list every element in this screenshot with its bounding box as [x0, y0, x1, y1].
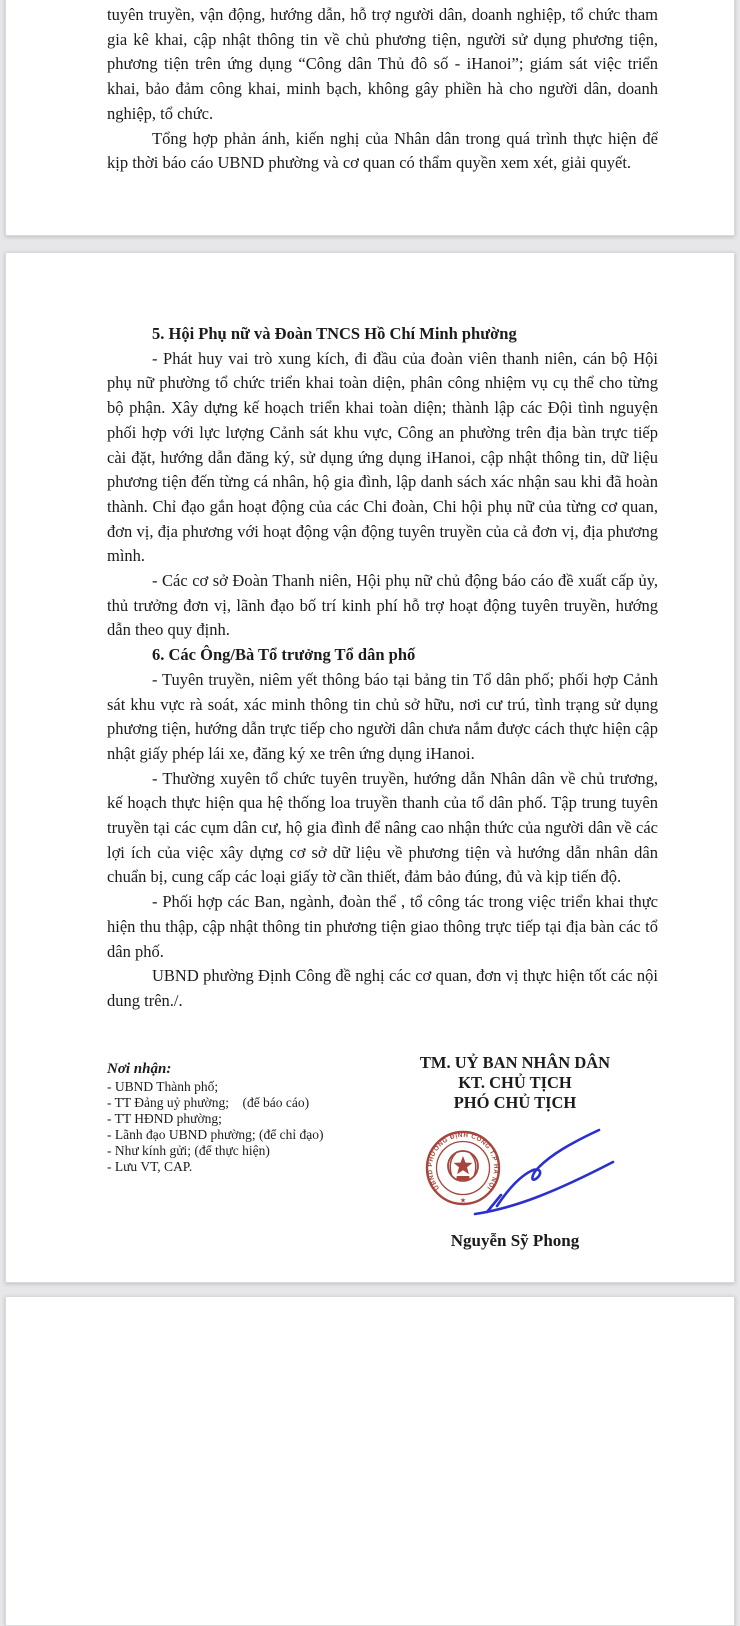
signature-block — [399, 1053, 631, 1251]
document-page-3 — [5, 1296, 735, 1626]
recipients-block — [107, 1061, 407, 1175]
recipients-title: Nơi nhận: — [107, 1061, 172, 1077]
signature-authority-line: TM. UỶ BAN NHÂN DÂN — [419, 1053, 611, 1072]
paragraph: - Thường xuyên tổ chức tuyên truyền, hướng dẫn Nhân dân về chủ trương, kế hoạch thực hiện qua hệ thống loa truyền thanh của tổ dân phố. Tập trung tuyên truyền tại các cụm dân cư, hộ gia đình để nâng cao nhận thức của người dân về các lợi ích của việc xây dựng cơ sở dữ liệu về phương tiện và hướng dẫn nhân dân chuẩn bị, cung cấp các loại giấy tờ cần thiết, đảm bảo đúng, đủ và kịp tiến độ. — [107, 768, 658, 887]
signature-authority-line: PHÓ CHỦ TỊCH — [453, 1093, 577, 1112]
paragraph: - Phát huy vai trò xung kích, đi đầu của đoàn viên thanh niên, cán bộ Hội phụ nữ phường tổ chức triển khai toàn diện, phân công nhiệm vụ cụ thể cho từng bộ phận. Xây dựng kế hoạch triển khai toàn diện; thành lập các Đội tình nguyện phối hợp với lực lượng Cảnh sát khu vực, Công an phường trên địa bàn trực tiếp cài đặt, hướng dẫn đăng ký, sử dụng ứng dụng iHanoi, cập nhật thông tin, dữ liệu phương tiện đến từng cá nhân, hộ gia đình, lập danh sách xác nhận sau khi đã hoàn thành. Chỉ đạo gắn hoạt động của các Chi đoàn, Chi hội phụ nữ của từng cơ quan, đơn vị, địa phương với hoạt động vận động tuyên truyền của cả đơn vị, địa phương mình. — [107, 348, 658, 566]
document-footer — [107, 1053, 658, 1281]
paragraph: tuyên truyền, vận động, hướng dẫn, hỗ trợ người dân, doanh nghiệp, tổ chức tham gia kê khai, cập nhật thông tin về chủ phương tiện, người sử dụng phương tiện, phương tiện trên ứng dụng “Công dân Thủ đô số - iHanoi”; giám sát việc triển khai, bảo đảm công khai, minh bạch, không gây phiền hà cho người dân, doanh nghiệp, tổ chức. — [107, 5, 658, 123]
closing-paragraph: UBND phường Định Công đề nghị các cơ quan, đơn vị thực hiện tốt các nội dung trên./. — [107, 966, 658, 1010]
section-heading-5: 5. Hội Phụ nữ và Đoàn TNCS Hồ Chí Minh phường — [152, 324, 517, 343]
document-page-2 — [5, 252, 735, 1283]
recipient-item: - TT HĐND phường; — [107, 1111, 222, 1126]
paragraph: - Các cơ sở Đoàn Thanh niên, Hội phụ nữ chủ động báo cáo đề xuất cấp ủy, thủ trưởng đơn vị, lãnh đạo bố trí kinh phí hỗ trợ hoạt động tuyên truyền, hướng dẫn theo quy định. — [107, 571, 658, 640]
svg-text:UBND PHƯỜNG ĐỊNH CÔNG T.P HÀ N: UBND PHƯỜNG ĐỊNH CÔNG T.P HÀ NỘI — [426, 1131, 500, 1192]
official-seal-icon — [399, 1116, 631, 1220]
recipient-item: - UBND Thành phố; — [107, 1079, 219, 1094]
section-heading-6: 6. Các Ông/Bà Tổ trưởng Tổ dân phố — [152, 645, 416, 665]
recipient-item: - Như kính gửi; (để thực hiện) — [107, 1143, 270, 1158]
paragraph: - Tuyên truyền, niêm yết thông báo tại bảng tin Tổ dân phố; phối hợp Cảnh sát khu vực rà soát, xác minh thông tin chủ sở hữu, nơi cư trú, tình trạng sử dụng phương tiện, hướng dẫn trực tiếp cho người dân chưa nắm được cách thực hiện cập nhật giấy phép lái xe, đăng ký xe trên ứng dụng iHanoi. — [107, 669, 658, 763]
paragraph: - Phối hợp các Ban, ngành, đoàn thể , tổ công tác trong việc triển khai thực hiện thu thập, cập nhật thông tin phương tiện giao thông trực tiếp tại địa bàn các tổ dân phố. — [107, 892, 658, 961]
recipient-item: - TT Đảng uỷ phường; (để báo cáo) — [107, 1095, 310, 1110]
svg-text:★: ★ — [459, 1196, 467, 1205]
signer-name: Nguyễn Sỹ Phong — [450, 1231, 580, 1250]
document-page-1 — [5, 0, 735, 236]
recipient-item: - Lưu VT, CAP. — [107, 1159, 193, 1174]
signature-authority-line: KT. CHỦ TỊCH — [458, 1073, 572, 1092]
recipient-item: - Lãnh đạo UBND phường; (để chỉ đạo) — [107, 1127, 324, 1142]
seal-and-signature — [399, 1116, 631, 1220]
paragraph: Tổng hợp phản ánh, kiến nghị của Nhân dân trong quá trình thực hiện để kịp thời báo cáo UBND phường và cơ quan có thẩm quyền xem xét, giải quyết. — [107, 128, 658, 173]
